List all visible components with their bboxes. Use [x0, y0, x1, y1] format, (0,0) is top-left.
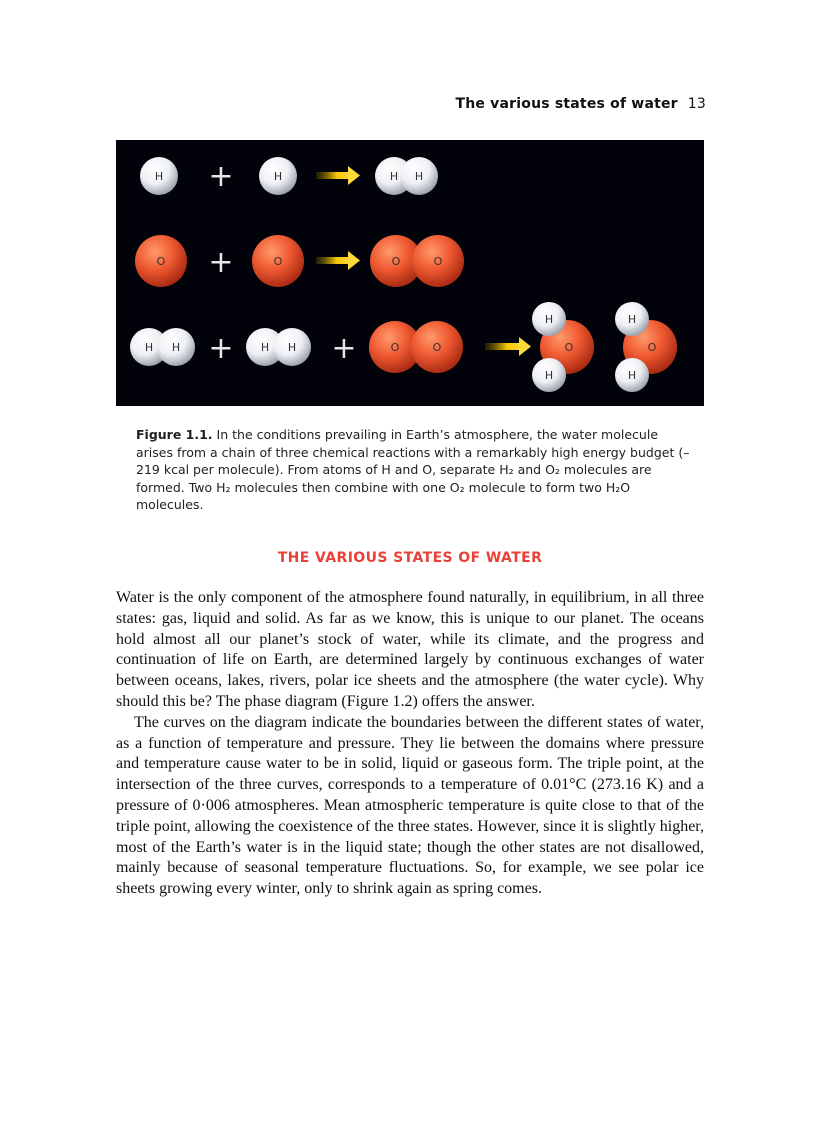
reaction-diagram	[116, 140, 704, 406]
caption-line: (–219 kcal per molecule). From atoms of H and O, separate H₂ and O₂ molecules are	[136, 444, 690, 477]
oxygen-molecule	[369, 321, 463, 373]
water-molecule	[532, 302, 594, 392]
atom-label: H	[627, 369, 637, 382]
atom-label: O	[273, 255, 283, 268]
atom-label: H	[154, 170, 164, 183]
atom-label: H	[260, 341, 270, 354]
plus-sign: +	[208, 159, 234, 194]
reaction-row-water	[130, 302, 677, 392]
reaction-row-hydrogen	[140, 157, 438, 195]
reaction-row-oxygen	[135, 235, 464, 287]
atom-label: H	[144, 341, 154, 354]
atom-label: H	[389, 170, 399, 183]
atom-label: O	[391, 255, 401, 268]
atom-label: O	[156, 255, 166, 268]
running-head-title: The various states of water	[455, 96, 678, 112]
atom-label: H	[544, 369, 554, 382]
plus-sign: +	[208, 245, 234, 280]
atom-label: O	[433, 255, 443, 268]
hydrogen-molecule	[375, 157, 438, 195]
water-molecule	[615, 302, 677, 392]
caption-line: formed. Two H₂ molecules then combine with one O₂ molecule to form two H₂O	[136, 479, 631, 495]
hydrogen-atom	[140, 157, 178, 195]
atom-label: H	[414, 170, 424, 183]
atom-label: H	[544, 313, 554, 326]
figure-caption	[136, 426, 692, 514]
atom-label: O	[564, 341, 574, 354]
atom-label: H	[287, 341, 297, 354]
hydrogen-molecule	[246, 328, 311, 366]
caption-label: Figure 1.1.	[136, 427, 213, 442]
hydrogen-atom	[259, 157, 297, 195]
reaction-arrow-icon	[485, 337, 531, 356]
atom-label: O	[647, 341, 657, 354]
hydrogen-molecule	[130, 328, 195, 366]
running-head	[456, 96, 707, 112]
page-number: 13	[687, 96, 706, 112]
caption-line: In the conditions prevailing in Earth’s atmosphere, the water molecule	[216, 427, 659, 442]
section-heading: THE VARIOUS STATES OF WATER	[277, 550, 543, 566]
oxygen-molecule	[370, 235, 464, 287]
atom-label: H	[627, 313, 637, 326]
atom-label: H	[171, 341, 181, 354]
atom-label: H	[273, 170, 283, 183]
reaction-arrow-icon	[316, 251, 360, 270]
caption-line: arises from a chain of three chemical reactions with a remarkably high energy budget	[136, 444, 675, 460]
oxygen-atom	[252, 235, 304, 287]
caption-line: molecules.	[136, 497, 204, 512]
body-text	[116, 588, 704, 900]
reaction-arrow-icon	[316, 166, 360, 185]
atom-label: O	[390, 341, 400, 354]
figure-water-molecule-formation	[116, 140, 704, 406]
paragraph: The curves on the diagram indicate the boundaries between the different states of water, as a function of temperature and pressure. They lie between the domains where pressure and temperature cause water to be in solid, liquid or gaseous form. The triple point, at the intersection of the three curves, corresponds to a temperature of 0.01°C (273.16 K) and a pressure of 0·006 atmospheres. Mean atmospheric temperature is quite close to that of the triple point, allowing the coexistence of the three states. However, since it is slightly higher, most of the Earth’s water is in the liquid state; though the other states are not disallowed, mainly because of seasonal temperature fluctuations. So, for example, we see polar ice sheets growing every winter, only to shrink again as spring comes.	[116, 713, 704, 898]
plus-sign: +	[331, 331, 357, 366]
oxygen-atom	[135, 235, 187, 287]
plus-sign: +	[208, 331, 234, 366]
atom-label: O	[432, 341, 442, 354]
paragraph: Water is the only component of the atmosphere found naturally, in equilibrium, in all three states: gas, liquid and solid. As far as we know, this is unique to our planet. The oceans hold almost all our planet’s stock of water, while its climate, and the progress and continuation of life on Earth, are determined largely by continuous exchanges of water between oceans, lakes, rivers, polar ice sheets and the atmosphere (the water cycle). Why should this be? The phase diagram (Figure 1.2) offers the answer.	[116, 589, 704, 710]
